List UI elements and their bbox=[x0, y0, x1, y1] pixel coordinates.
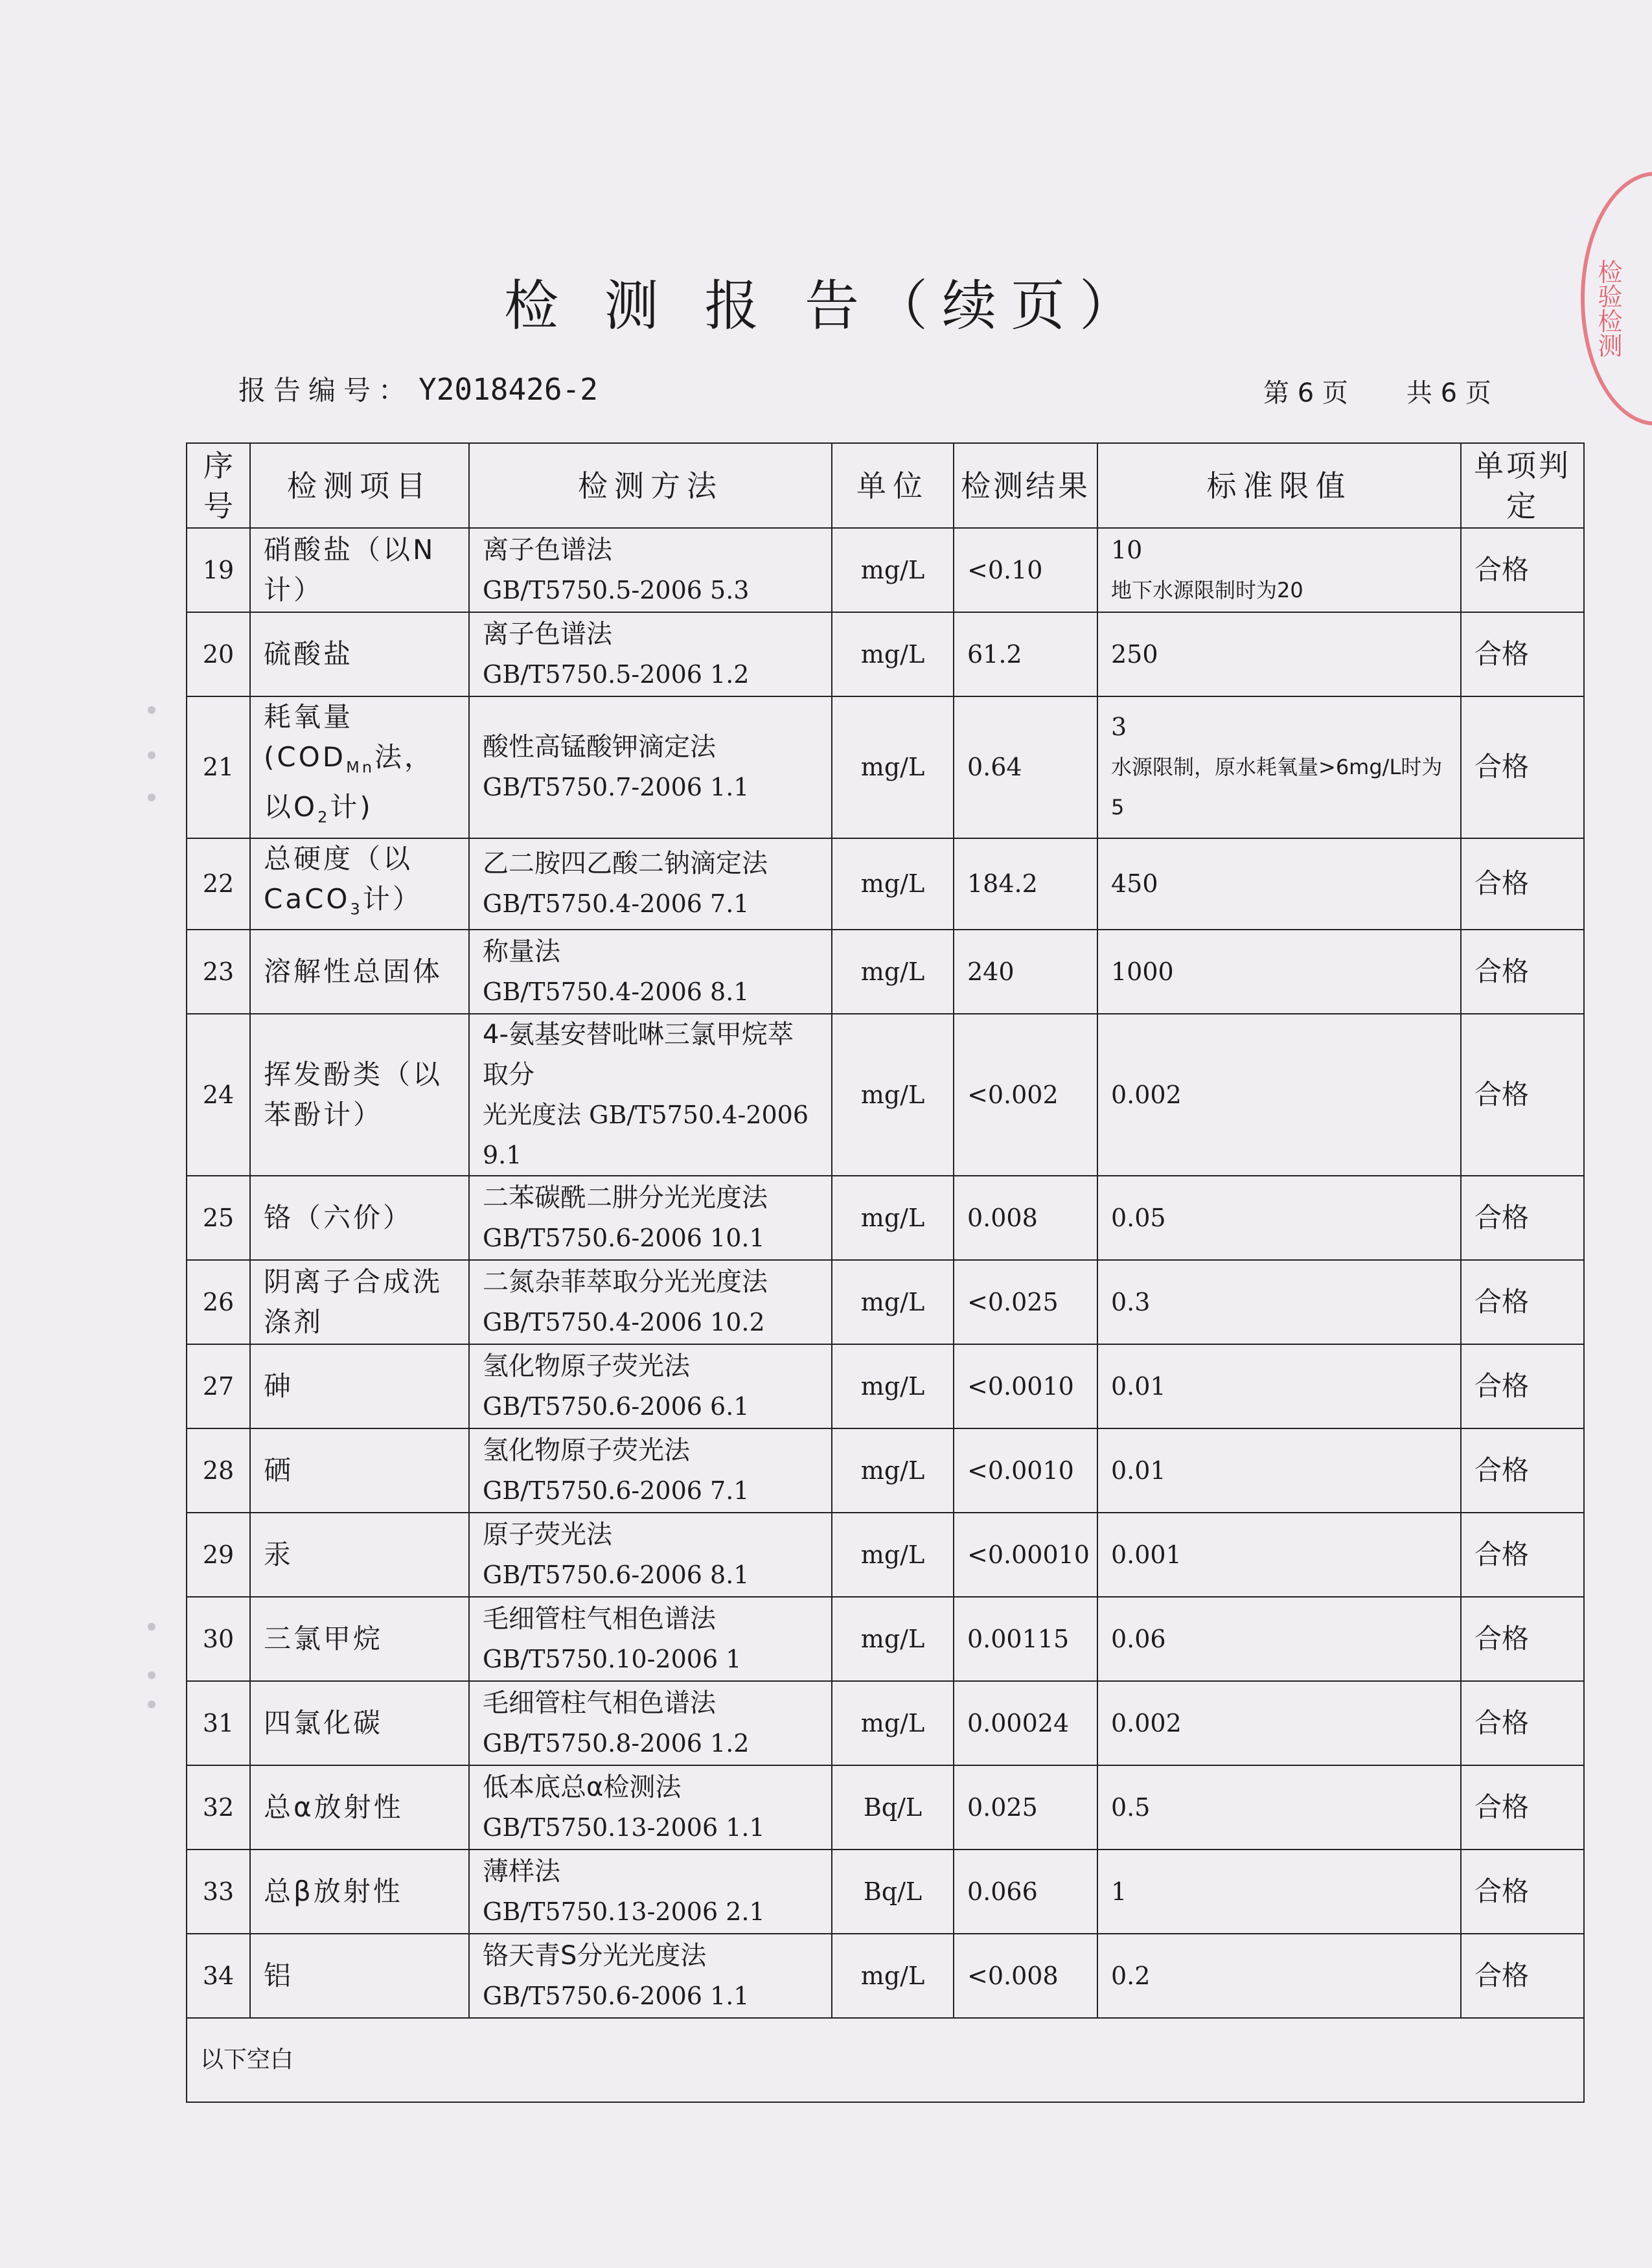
table-row bbox=[187, 696, 1584, 838]
item-name: 砷 bbox=[264, 1370, 294, 1403]
item-name: 硒 bbox=[264, 1454, 294, 1487]
method-standard: 光光度法 GB/T5750.4-2006 9.1 bbox=[483, 1101, 809, 1170]
report-title: 检 测 报 告（续页） bbox=[503, 274, 1149, 338]
test-method bbox=[469, 1597, 832, 1681]
unit: Bq/L bbox=[832, 1765, 954, 1850]
total-pages: 共 6 页 bbox=[1406, 378, 1491, 408]
row-number: 22 bbox=[187, 838, 250, 930]
row-number: 23 bbox=[187, 930, 250, 1014]
unit: mg/L bbox=[832, 696, 954, 838]
test-method bbox=[469, 1513, 832, 1597]
punch-hole bbox=[148, 706, 155, 714]
row-number: 24 bbox=[187, 1014, 250, 1176]
verdict: 合格 bbox=[1461, 1428, 1584, 1513]
test-result: <0.025 bbox=[954, 1260, 1097, 1344]
unit: Bq/L bbox=[832, 1850, 954, 1934]
standard-limit bbox=[1097, 1850, 1461, 1934]
standard-note: 地下水源限制时为20 bbox=[1111, 578, 1303, 602]
standard-value: 250 bbox=[1111, 640, 1158, 669]
method-standard: GB/T5750.13-2006 2.1 bbox=[483, 1897, 765, 1927]
test-method bbox=[469, 612, 832, 696]
test-method bbox=[469, 838, 832, 930]
test-method bbox=[469, 1934, 832, 2018]
row-number: 34 bbox=[187, 1934, 250, 2018]
table-row bbox=[187, 930, 1584, 1014]
method-name: 原子荧光法 bbox=[483, 1520, 612, 1550]
standard-value: 1000 bbox=[1111, 957, 1174, 987]
col-header-unit: 单位 bbox=[832, 443, 954, 528]
col-header-verdict: 单项判定 bbox=[1461, 443, 1584, 528]
table-row bbox=[187, 1934, 1584, 2018]
page-indicator bbox=[1263, 372, 1491, 409]
test-result: 0.00024 bbox=[954, 1681, 1097, 1765]
table-row bbox=[187, 612, 1584, 696]
row-number: 28 bbox=[187, 1428, 250, 1513]
method-name: 铬天青S分光光度法 bbox=[483, 1941, 707, 1971]
test-method bbox=[469, 930, 832, 1014]
standard-value: 10 bbox=[1111, 536, 1143, 564]
unit: mg/L bbox=[832, 1597, 954, 1681]
test-method bbox=[469, 1176, 832, 1260]
standard-value: 0.06 bbox=[1111, 1625, 1166, 1654]
standard-note: 水源限制，原水耗氧量>6mg/L时为5 bbox=[1111, 755, 1443, 820]
test-item bbox=[250, 612, 469, 696]
item-name: 阴离子合成洗涤剂 bbox=[264, 1266, 443, 1338]
item-name-tail: 计) bbox=[330, 791, 373, 823]
blank-row bbox=[187, 2018, 1584, 2102]
method-name: 氢化物原子荧光法 bbox=[483, 1436, 690, 1466]
method-standard: GB/T5750.7-2006 1.1 bbox=[483, 773, 750, 802]
standard-limit bbox=[1097, 1765, 1461, 1850]
unit: mg/L bbox=[832, 838, 954, 930]
test-result: <0.00010 bbox=[954, 1513, 1097, 1597]
method-name: 乙二胺四乙酸二钠滴定法 bbox=[483, 849, 768, 879]
standard-value: 3 bbox=[1111, 713, 1127, 742]
unit: mg/L bbox=[832, 1014, 954, 1176]
method-standard: GB/T5750.4-2006 7.1 bbox=[483, 889, 750, 919]
row-number: 20 bbox=[187, 612, 250, 696]
standard-value: 0.01 bbox=[1111, 1372, 1166, 1401]
test-method bbox=[469, 1850, 832, 1934]
item-subscript: 2 bbox=[317, 808, 330, 827]
item-name: 挥发酚类（以苯酚计） bbox=[264, 1059, 443, 1131]
method-name: 4-氨基安替吡啉三氯甲烷萃取分 bbox=[483, 1020, 794, 1090]
method-standard: GB/T5750.13-2006 1.1 bbox=[483, 1813, 765, 1842]
table-row bbox=[187, 1850, 1584, 1934]
verdict: 合格 bbox=[1461, 1344, 1584, 1428]
method-name: 二氮杂菲萃取分光光度法 bbox=[483, 1267, 768, 1298]
col-header-no: 序号 bbox=[187, 443, 250, 528]
method-standard: GB/T5750.4-2006 10.2 bbox=[483, 1308, 765, 1337]
col-header-item: 检测项目 bbox=[250, 443, 469, 528]
item-name: 溶解性总固体 bbox=[264, 956, 443, 988]
verdict: 合格 bbox=[1461, 1260, 1584, 1344]
test-item bbox=[250, 1260, 469, 1344]
standard-limit bbox=[1097, 1428, 1461, 1513]
punch-hole bbox=[148, 1701, 155, 1708]
verdict: 合格 bbox=[1461, 1681, 1584, 1765]
item-subscript: Mn bbox=[346, 758, 375, 777]
method-standard: GB/T5750.6-2006 6.1 bbox=[483, 1392, 750, 1421]
test-result: <0.10 bbox=[954, 528, 1097, 612]
item-subscript: 3 bbox=[350, 900, 363, 919]
test-item bbox=[250, 528, 469, 612]
standard-limit bbox=[1097, 838, 1461, 930]
test-result: 0.00115 bbox=[954, 1597, 1097, 1681]
standard-limit bbox=[1097, 1597, 1461, 1681]
test-method bbox=[469, 696, 832, 838]
item-name: 汞 bbox=[264, 1539, 294, 1571]
method-name: 离子色谱法 bbox=[483, 535, 612, 565]
table-row bbox=[187, 1344, 1584, 1428]
unit: mg/L bbox=[832, 1260, 954, 1344]
test-method bbox=[469, 1260, 832, 1344]
punch-hole bbox=[148, 794, 155, 801]
standard-value: 0.05 bbox=[1111, 1204, 1166, 1233]
standard-value: 0.002 bbox=[1111, 1081, 1182, 1110]
verdict: 合格 bbox=[1461, 1850, 1584, 1934]
test-method bbox=[469, 1765, 832, 1850]
item-name: 四氯化碳 bbox=[264, 1707, 384, 1739]
col-header-result: 检测结果 bbox=[954, 443, 1097, 528]
results-table bbox=[186, 442, 1585, 2103]
table-header-row bbox=[187, 443, 1584, 528]
item-name-tail: 计） bbox=[362, 882, 422, 915]
method-name: 酸性高锰酸钾滴定法 bbox=[483, 732, 716, 762]
unit: mg/L bbox=[832, 930, 954, 1014]
standard-limit bbox=[1097, 1014, 1461, 1176]
standard-limit bbox=[1097, 1260, 1461, 1344]
test-method bbox=[469, 1014, 832, 1176]
row-number: 31 bbox=[187, 1681, 250, 1765]
current-page: 第 6 页 bbox=[1263, 378, 1348, 408]
unit: mg/L bbox=[832, 1513, 954, 1597]
standard-value: 0.002 bbox=[1111, 1709, 1182, 1738]
test-method bbox=[469, 528, 832, 612]
row-number: 29 bbox=[187, 1513, 250, 1597]
unit: mg/L bbox=[832, 1934, 954, 2018]
method-standard: GB/T5750.5-2006 1.2 bbox=[483, 660, 750, 689]
item-name: 总β放射性 bbox=[264, 1875, 403, 1908]
verdict: 合格 bbox=[1461, 1014, 1584, 1176]
method-name: 薄样法 bbox=[483, 1857, 560, 1887]
standard-limit bbox=[1097, 1176, 1461, 1260]
report-number-value: Y2018426-2 bbox=[419, 372, 598, 407]
standard-limit bbox=[1097, 612, 1461, 696]
test-item bbox=[250, 1765, 469, 1850]
method-standard: GB/T5750.5-2006 5.3 bbox=[483, 576, 750, 604]
test-item bbox=[250, 1513, 469, 1597]
method-name: 毛细管柱气相色谱法 bbox=[483, 1604, 716, 1634]
row-number: 32 bbox=[187, 1765, 250, 1850]
verdict: 合格 bbox=[1461, 1597, 1584, 1681]
unit: mg/L bbox=[832, 612, 954, 696]
verdict: 合格 bbox=[1461, 1513, 1584, 1597]
standard-value: 0.2 bbox=[1111, 1962, 1151, 1991]
verdict: 合格 bbox=[1461, 1765, 1584, 1850]
method-name: 离子色谱法 bbox=[483, 619, 612, 649]
unit: mg/L bbox=[832, 528, 954, 612]
test-result: 240 bbox=[954, 930, 1097, 1014]
verdict: 合格 bbox=[1461, 838, 1584, 930]
test-method bbox=[469, 1344, 832, 1428]
test-result: <0.008 bbox=[954, 1934, 1097, 2018]
standard-limit bbox=[1097, 1344, 1461, 1428]
punch-hole bbox=[148, 1671, 155, 1679]
item-name: 硝酸盐（以N计） bbox=[264, 534, 436, 606]
test-result: 61.2 bbox=[954, 612, 1097, 696]
verdict: 合格 bbox=[1461, 1934, 1584, 2018]
table-row bbox=[187, 1014, 1584, 1176]
unit: mg/L bbox=[832, 1681, 954, 1765]
item-name-tail: 法，以O bbox=[264, 741, 435, 823]
test-method bbox=[469, 1681, 832, 1765]
test-item bbox=[250, 1014, 469, 1176]
test-item bbox=[250, 1428, 469, 1513]
row-number: 30 bbox=[187, 1597, 250, 1681]
standard-limit bbox=[1097, 1934, 1461, 2018]
row-number: 26 bbox=[187, 1260, 250, 1344]
table-row bbox=[187, 528, 1584, 612]
method-standard: GB/T5750.8-2006 1.2 bbox=[483, 1729, 750, 1758]
unit: mg/L bbox=[832, 1344, 954, 1428]
table-row bbox=[187, 1260, 1584, 1344]
seal-text: 检验检测 bbox=[1594, 259, 1622, 358]
standard-limit bbox=[1097, 930, 1461, 1014]
verdict: 合格 bbox=[1461, 1176, 1584, 1260]
row-number: 19 bbox=[187, 528, 250, 612]
test-item bbox=[250, 930, 469, 1014]
test-result: <0.0010 bbox=[954, 1344, 1097, 1428]
method-name: 称量法 bbox=[483, 937, 560, 967]
test-item bbox=[250, 1597, 469, 1681]
method-standard: GB/T5750.6-2006 10.1 bbox=[483, 1224, 765, 1253]
item-name: 三氯甲烷 bbox=[264, 1623, 384, 1655]
report-number bbox=[238, 369, 598, 408]
test-item bbox=[250, 696, 469, 838]
test-item bbox=[250, 1934, 469, 2018]
test-result: 0.066 bbox=[954, 1850, 1097, 1934]
test-item bbox=[250, 1850, 469, 1934]
method-name: 毛细管柱气相色谱法 bbox=[483, 1688, 716, 1719]
item-name: 铝 bbox=[264, 1960, 294, 1992]
standard-limit bbox=[1097, 528, 1461, 612]
standard-value: 450 bbox=[1111, 869, 1158, 899]
verdict: 合格 bbox=[1461, 696, 1584, 838]
standard-value: 0.01 bbox=[1111, 1456, 1166, 1485]
standard-limit bbox=[1097, 1513, 1461, 1597]
table-row bbox=[187, 1513, 1584, 1597]
col-header-standard: 标准限值 bbox=[1097, 443, 1461, 528]
test-result: <0.0010 bbox=[954, 1428, 1097, 1513]
item-name: 耗氧量(COD bbox=[264, 701, 354, 773]
row-number: 33 bbox=[187, 1850, 250, 1934]
unit: mg/L bbox=[832, 1176, 954, 1260]
test-item bbox=[250, 838, 469, 930]
table-row bbox=[187, 1176, 1584, 1260]
standard-limit bbox=[1097, 1681, 1461, 1765]
test-item bbox=[250, 1681, 469, 1765]
row-number: 25 bbox=[187, 1176, 250, 1260]
method-standard: GB/T5750.6-2006 8.1 bbox=[483, 1561, 750, 1590]
blank-note: 以下空白 bbox=[187, 2018, 1584, 2102]
verdict: 合格 bbox=[1461, 612, 1584, 696]
test-item bbox=[250, 1344, 469, 1428]
table-row bbox=[187, 1428, 1584, 1513]
item-name: 硫酸盐 bbox=[264, 638, 354, 670]
verdict: 合格 bbox=[1461, 528, 1584, 612]
test-result: 0.008 bbox=[954, 1176, 1097, 1260]
row-number: 21 bbox=[187, 696, 250, 838]
method-name: 低本底总α检测法 bbox=[483, 1772, 682, 1803]
item-name: 铬（六价） bbox=[264, 1202, 413, 1234]
table-row bbox=[187, 1597, 1584, 1681]
standard-value: 0.001 bbox=[1111, 1541, 1182, 1570]
report-number-label: 报告编号： bbox=[238, 374, 414, 406]
punch-hole bbox=[148, 1623, 155, 1631]
test-method bbox=[469, 1428, 832, 1513]
test-result: 0.025 bbox=[954, 1765, 1097, 1850]
table-row bbox=[187, 838, 1584, 930]
test-result: 184.2 bbox=[954, 838, 1097, 930]
standard-limit bbox=[1097, 696, 1461, 838]
col-header-method: 检测方法 bbox=[469, 443, 832, 528]
verdict: 合格 bbox=[1461, 930, 1584, 1014]
table-row bbox=[187, 1681, 1584, 1765]
test-item bbox=[250, 1176, 469, 1260]
test-result: 0.64 bbox=[954, 696, 1097, 838]
unit: mg/L bbox=[832, 1428, 954, 1513]
standard-value: 0.5 bbox=[1111, 1793, 1151, 1822]
standard-value: 1 bbox=[1111, 1877, 1127, 1907]
method-name: 氢化物原子荧光法 bbox=[483, 1351, 690, 1382]
method-standard: GB/T5750.6-2006 7.1 bbox=[483, 1476, 750, 1506]
item-name: 总α放射性 bbox=[264, 1791, 404, 1824]
item-name: 总硬度（以CaCO bbox=[264, 842, 413, 915]
method-name: 二苯碳酰二肼分光光度法 bbox=[483, 1183, 768, 1213]
standard-value: 0.3 bbox=[1111, 1288, 1151, 1317]
row-number: 27 bbox=[187, 1344, 250, 1428]
punch-hole bbox=[148, 751, 155, 759]
method-standard: GB/T5750.6-2006 1.1 bbox=[483, 1982, 750, 2011]
table-row bbox=[187, 1765, 1584, 1850]
method-standard: GB/T5750.10-2006 1 bbox=[483, 1645, 742, 1674]
test-result: <0.002 bbox=[954, 1014, 1097, 1176]
method-standard: GB/T5750.4-2006 8.1 bbox=[483, 978, 750, 1007]
